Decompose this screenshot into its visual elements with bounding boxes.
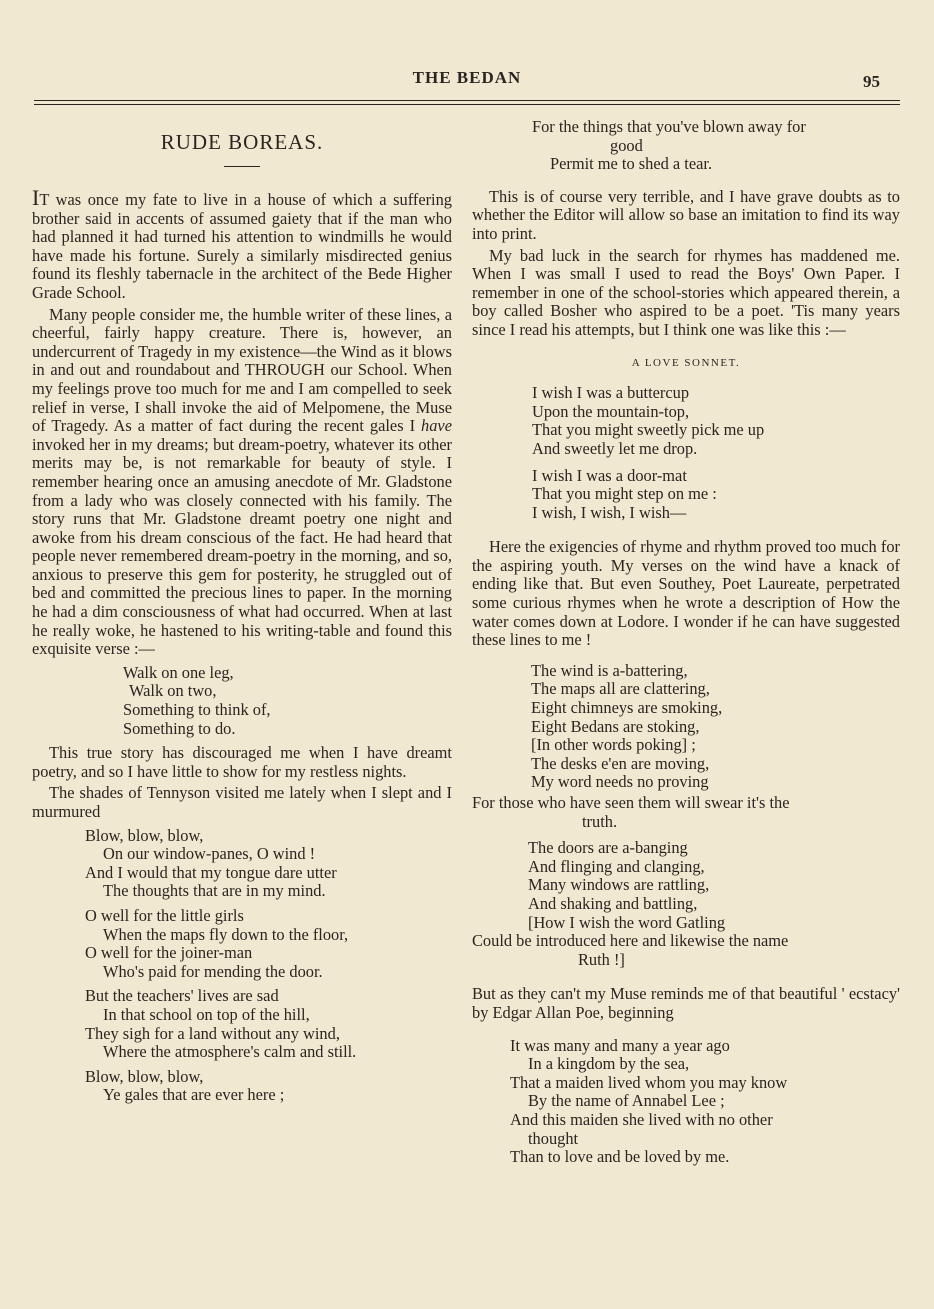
verse-line: Permit me to shed a tear. [550, 154, 713, 174]
verse-line: Ye gales that are ever here ; [103, 1085, 285, 1105]
verse-line: The thoughts that are in my mind. [103, 881, 326, 901]
verse-line: Many windows are rattling, [528, 875, 710, 895]
left-column [32, 118, 452, 1111]
emphasis: have [421, 416, 452, 436]
verse-line: In that school on top of the hill, [103, 1004, 310, 1024]
verse-line: And flinging and clanging, [528, 856, 705, 876]
verse-line: That you might step on me : [532, 484, 717, 504]
verse-line: That you might sweetly pick me up [532, 420, 765, 440]
verse-line: Walk on one leg, [123, 662, 234, 682]
verse-line: Could be introduced here and likewise the name [472, 931, 789, 951]
paragraph: Here the exigencies of rhyme and rhythm proved too much for the aspiring youth. My verses on the wind have a knack of ending like that. But even Southey, Poet Laureate, perpetrated some curious rhymes when he wrote a description of How the water comes down at Lodore. I wonder if he can have suggested these lines to me ! [472, 537, 900, 650]
southey-stanza-end [472, 794, 900, 831]
verse-line: And I would that my tongue dare utter [85, 862, 337, 882]
paragraph [32, 185, 452, 303]
verse-line: Walk on two, [129, 681, 217, 701]
sonnet-stanza [532, 467, 900, 523]
sonnet-stanza [532, 384, 900, 458]
verse-line: For those who have seen them will swear it's the [472, 793, 790, 812]
verse-line: And shaking and battling, [528, 893, 698, 913]
paragraph: This is of course very terrible, and I have grave doubts as to whether the Editor will allow so base an imitation to find its way into print. [472, 186, 900, 243]
verse-line: [In other words poking] ; [531, 735, 696, 755]
paragraph-text: Many people consider me, the humble writer of these lines, a cheerful, fairly happy creature. There is, however, an undercurrent of Tragedy in my existence—the Wind as it blows in and out and roundabout and THROUGH our School. When my feelings prove too much for me and I am compelled to seek relief in verse, I shall invoke the aid of Melpomene, the Muse of Tragedy. As a matter of fact during the recent gales I [32, 304, 452, 436]
verse-line: When the maps fly down to the floor, [103, 924, 349, 944]
verse-line: The wind is a-battering, [531, 660, 688, 680]
header-rule-top [34, 100, 900, 101]
verse-line: Where the atmosphere's calm and still. [103, 1042, 357, 1062]
paragraph: But as they can't my Muse reminds me of that beautiful ' ecstacy' by Edgar Allan Poe, beginning [472, 984, 900, 1022]
southey-stanza-end [472, 932, 900, 969]
tennyson-stanza [85, 827, 452, 901]
verse-line: thought [528, 1128, 579, 1148]
verse-line: I wish, I wish, I wish— [532, 502, 687, 522]
verse-line: O well for the joiner-man [85, 943, 253, 963]
verse-line: I wish I was a buttercup [532, 383, 690, 403]
article-title: RUDE BOREAS. [160, 130, 324, 154]
verse-line: Something to think of, [123, 700, 271, 720]
verse-line: [How I wish the word Gatling [528, 912, 726, 932]
tennyson-stanza [85, 987, 452, 1061]
paragraph: The shades of Tennyson visited me lately when I slept and I murmured [32, 783, 452, 821]
verse-line: In a kingdom by the sea, [528, 1054, 690, 1074]
journal-title: THE BEDAN [412, 68, 522, 87]
verse-line: On our window-panes, O wind ! [103, 844, 316, 864]
verse-line: Eight Bedans are stoking, [531, 716, 700, 736]
title-divider [224, 166, 260, 167]
verse-line: And this maiden she lived with no other [510, 1109, 773, 1129]
poe-stanza [510, 1037, 900, 1167]
tennyson-stanza [85, 907, 452, 981]
verse-line: Something to do. [123, 718, 236, 738]
verse-line: Eight chimneys are smoking, [531, 698, 723, 718]
southey-stanza [531, 662, 900, 792]
verse-line: The maps all are clattering, [531, 679, 710, 699]
verse-line: But the teachers' lives are sad [85, 986, 279, 1006]
verse-line: It was many and many a year ago [510, 1035, 730, 1055]
verse-line: Blow, blow, blow, [85, 825, 204, 845]
paragraph-text: invoked her in my dreams; but dream-poetry, whatever its other merits may be, is not remarkable for beauty of style. I remember hearing once an amusing anecdote of Mr. Gladstone from a lady who was closely connected with his family. The story runs that Mr. Gladstone dreamt poetry one night and awoke from his dream conscious of the fact. He had heard that people never remembered dream-poetry in the morning, and so, anxious to preserve this gem for posterity, he struggled out of bed and committed the precious lines to paper. In the morning he had a dim consciousness of what had occurred. When at last he really woke, he hastened to his writing-table and found this exquisite verse :— [32, 434, 452, 659]
southey-stanza [528, 839, 900, 932]
sonnet-heading: A LOVE SONNET. [631, 356, 741, 369]
paragraph: This true story has discouraged me when I have dreamt poetry, and so I have little to show for my restless nights. [32, 743, 452, 781]
verse-line: And sweetly let me drop. [532, 438, 698, 458]
verse-line: O well for the little girls [85, 905, 244, 925]
verse-line: For the things that you've blown away for [532, 117, 806, 136]
verse-line: That a maiden lived whom you may know [510, 1072, 788, 1092]
gladstone-verse [123, 664, 452, 738]
verse-line: Upon the mountain-top, [532, 401, 690, 421]
paragraph-text: T was once my fate to live in a house of which a suffering brother said in accents of assumed gaiety that if the man who had planned it had turned his attention to windmills he would have made his fortune. Surely a similarly misdirected genius found its fleshly tabernacle in the architect of the Bede Higher Grade School. [32, 190, 452, 302]
verse-line: truth. [582, 811, 618, 831]
verse-line: Than to love and be loved by me. [510, 1147, 730, 1167]
verse-line: Ruth !] [578, 949, 625, 969]
page-number: 95 [863, 72, 880, 91]
right-column [472, 118, 900, 1167]
verse-line: I wish I was a door-mat [532, 465, 687, 485]
tennyson-stanza-end [532, 118, 900, 174]
verse-line: The doors are a-banging [528, 838, 688, 858]
verse-line: They sigh for a land without any wind, [85, 1023, 340, 1043]
drop-cap: I [32, 185, 40, 210]
paragraph [32, 306, 452, 659]
tennyson-stanza [85, 1068, 452, 1105]
verse-line: By the name of Annabel Lee ; [528, 1091, 725, 1111]
paragraph: My bad luck in the search for rhymes has maddened me. When I was small I used to read the Boys' Own Paper. I remember in one of the school-stories which appeared therein, a boy called Bosher who aspired to be a poet. 'Tis many years since I read his attempts, but I think one was like this :— [472, 245, 900, 339]
verse-line: good [610, 135, 643, 155]
header-rule-bottom [34, 104, 900, 105]
verse-line: Who's paid for mending the door. [103, 961, 323, 981]
verse-line: My word needs no proving [531, 772, 709, 792]
verse-line: The desks e'en are moving, [531, 753, 710, 773]
verse-line: Blow, blow, blow, [85, 1066, 204, 1086]
